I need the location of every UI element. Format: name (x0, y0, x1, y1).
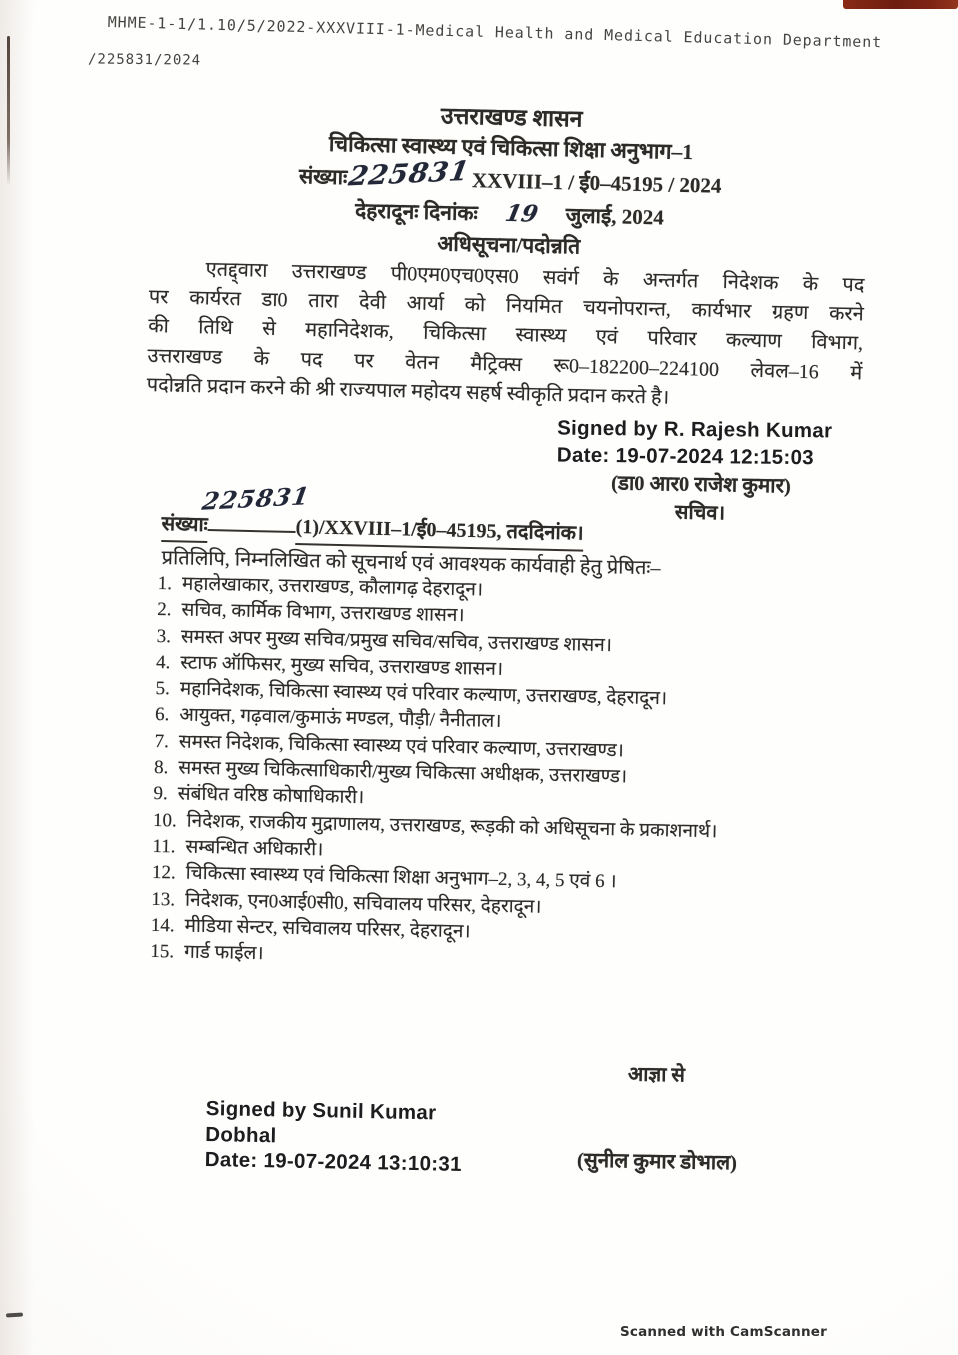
signature-date-text: Date: 19-07-2024 12:15:03 (556, 443, 815, 470)
recipient-text: मीडिया सेन्टर, सचिवालय परिसर, देहरादून। (184, 915, 471, 943)
section-officer-name: (सुनील कुमार डोभाल) (576, 1149, 738, 1175)
letter-number-label: संख्याः (298, 164, 348, 190)
signed-by-text: Dobhal (205, 1122, 277, 1147)
handwritten-date-day: 19 (503, 199, 541, 228)
recipient-number: 2. (157, 599, 172, 621)
recipient-number: 14. (150, 914, 175, 937)
department-title: चिकित्सा स्वास्थ्य एवं चिकित्सा शिक्षा अनुभाग–1 (328, 131, 694, 165)
recipient-text: महालेखाकार, उत्तराखण्ड, कौलागढ़ देहरादून। (181, 573, 484, 601)
subject-line: अधिसूचना/पदोन्नति (437, 231, 581, 259)
government-title: उत्तराखण्ड शासन (440, 103, 583, 132)
secretary-name: (डा0 आर0 राजेश कुमार) (610, 472, 792, 498)
scan-artifact-bottom-mark (6, 1313, 23, 1318)
letterhead (224, 97, 795, 268)
camscanner-watermark: Scanned with CamScanner (620, 1324, 827, 1340)
recipient-text: संबंधित वरिष्ठ कोषाधिकारी। (177, 783, 365, 809)
recipient-number: 5. (155, 678, 171, 700)
recipient-number: 12. (151, 862, 176, 884)
recipient-text: निदेशक, एन0आई0सी0, सचिवालय परिसर, देहरादून। (184, 889, 542, 918)
recipient-number: 3. (156, 625, 172, 647)
recipient-number: 8. (153, 757, 169, 779)
scan-artifact-left-edge (7, 36, 10, 186)
recipient-number: 11. (152, 835, 176, 858)
copy-number-blank (208, 525, 296, 533)
recipient-text: चिकित्सा स्वास्थ्य एवं चिकित्सा शिक्षा अनुभाग–2, 3, 4, 5 एवं 6 । (185, 862, 617, 893)
body-line: एतद्द्वारा उत्तराखण्ड पी0एम0एच0एस0 सवंर्ग के अन्तर्गत निदेशक के पद (205, 258, 865, 297)
signature-date-text: Date: 19-07-2024 13:10:31 (204, 1147, 463, 1176)
scan-artifact-red-strip (843, 0, 958, 9)
recipient-text: समस्त निदेशक, चिकित्सा स्वास्थ्य एवं परिवार कल्याण, उत्तराखण्ड। (178, 731, 625, 762)
date-month-year: जुलाई, 2024 (565, 203, 665, 230)
signed-by-text: Signed by Sunil Kumar (205, 1096, 437, 1125)
recipient-text: गार्ड फाईल। (183, 941, 264, 965)
recipient-text: सम्बन्धित अधिकारी। (185, 836, 324, 861)
file-reference-line: MHME-1-1/1.10/5/2022-XXXVIII-1-Medical Health and Medical Education Department (107, 13, 883, 52)
recipients-list (150, 571, 870, 980)
recipient-text: महानिदेशक, चिकित्सा स्वास्थ्य एवं परिवार कल्याण, उत्तराखण्ड, देहरादून। (179, 678, 668, 710)
letter-number-printed: XXVIII–1 / ई0–45195 / 2024 (471, 168, 722, 198)
recipient-number: 13. (151, 888, 176, 910)
copy-number-printed: (1)/XXVIII–1/ई0–45195, तददिनांक। (295, 512, 584, 552)
recipient-number: 6. (154, 704, 170, 726)
recipient-number: 10. (152, 809, 177, 832)
body-line: पदोन्नति प्रदान करने की श्री राज्यपाल महोदय सहर्ष स्वीकृति प्रदान करते है। (146, 373, 670, 409)
file-reference-number: /225831/2024 (87, 51, 202, 69)
recipient-text: निदेशक, राजकीय मुद्राणालय, उत्तराखण्ड, रूड़की को अधिसूचना के प्रकाशनार्थ। (186, 810, 718, 842)
handwritten-copy-number: 225831 (200, 481, 313, 516)
place-date-label: देहरादूनः दिनांकः (354, 198, 479, 226)
notification-body (146, 254, 864, 417)
digital-signature-stamp-section-officer (205, 1096, 463, 1177)
recipient-text: आयुक्त, गढ़वाल/कुमाऊं मण्डल, पौड़ी/ नैनीताल। (179, 704, 502, 733)
recipient-text: स्टाफ ऑफिसर, मुख्य सचिव, उत्तराखण्ड शासन। (180, 652, 504, 680)
handwritten-letter-number: 225831 (346, 156, 472, 193)
digital-signature-stamp-secretary (557, 415, 833, 472)
recipient-number: 1. (157, 572, 173, 595)
recipient-number: 4. (155, 651, 171, 674)
body-line: पर कार्यरत डा0 तारा देवी आर्या को नियमित चयनोपरान्त, कार्यभार ग्रहण करने (148, 286, 864, 326)
secretary-designation: सचिव। (674, 501, 726, 525)
by-order-text: आज्ञा से (627, 1063, 686, 1087)
recipient-text: समस्त अपर मुख्य सचिव/प्रमुख सचिव/सचिव, उत्तराखण्ड शासन। (180, 626, 613, 656)
body-line: उत्तराखण्ड के पद पर वेतन मैट्रिक्स रू0–182200–224100 लेवल–16 में (147, 344, 863, 385)
signed-by-text: Signed by R. Rajesh Kumar (557, 416, 833, 443)
body-line: की तिथि से महानिदेशक, चिकित्सा स्वास्थ्य एवं परिवार कल्याण विभाग, (147, 315, 864, 355)
copy-intro-line: प्रतिलिपि, निम्नलिखित को सूचनार्थ एवं आवश्यक कार्यवाही हेतु प्रेषितः– (161, 546, 661, 580)
recipient-text: समस्त मुख्य चिकित्साधिकारी/मुख्य चिकित्सा अधीक्षक, उत्तराखण्ड। (178, 757, 628, 788)
copy-number-label: संख्याः (161, 509, 208, 543)
recipient-number: 9. (153, 783, 168, 805)
recipient-number: 15. (150, 941, 175, 963)
recipient-text: सचिव, कार्मिक विभाग, उत्तराखण्ड शासन। (181, 599, 465, 627)
recipient-number: 7. (154, 730, 170, 753)
